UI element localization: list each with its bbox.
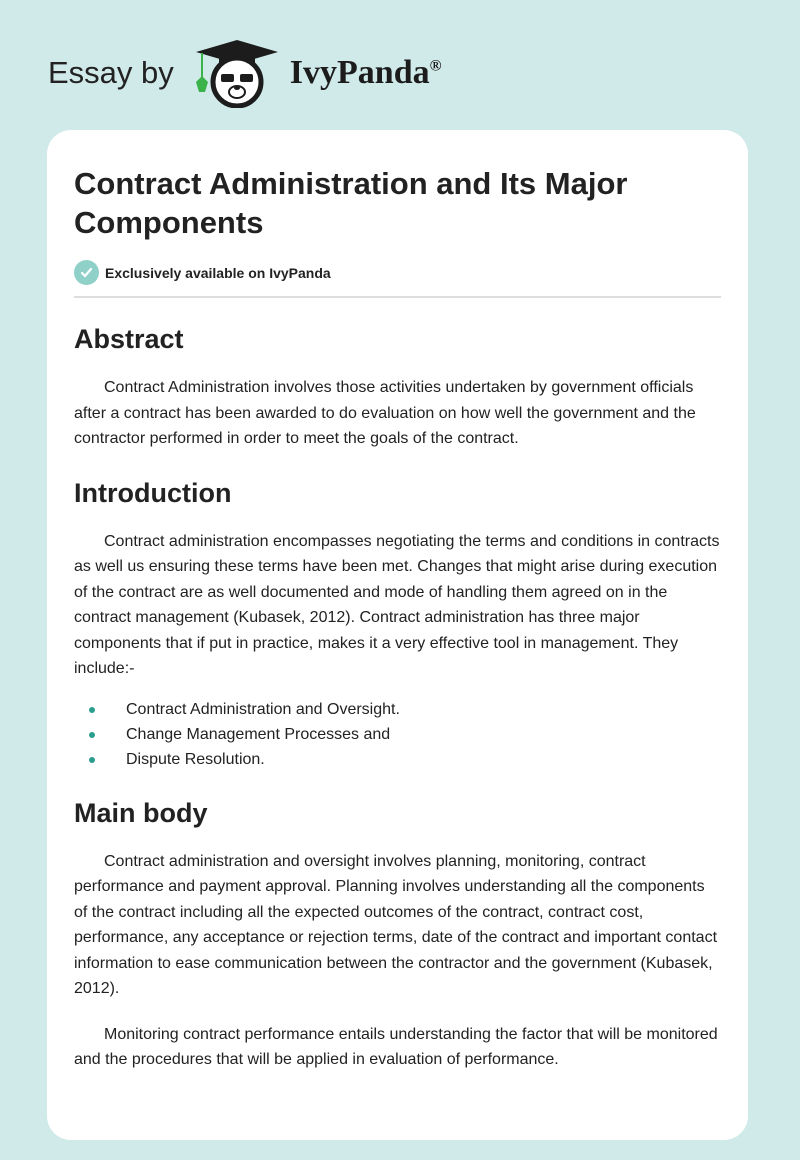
brand-text: IvyPanda	[289, 54, 430, 91]
paragraph: Contract administration and oversight involves planning, monitoring, contract performance and payment approval. Planning involves understanding all the components of the contract including all the expected outcomes of the contract, contract cost, performance, any acceptance or rejection terms, date of the contract and important contact information to ease communication between the contractor and the government (Kubasek, 2012).	[74, 852, 718, 997]
exclusive-badge	[74, 260, 721, 285]
registered-mark: ®	[429, 57, 442, 75]
paragraph: Contract Administration involves those activities undertaken by government officials after a contract has been awarded to do evaluation on how well the government and the contractor performed in order to meet the goals of the contract.	[74, 379, 696, 447]
page-title: Contract Administration and Its Major Components	[74, 166, 628, 240]
list-item: Change Management Processes and	[89, 722, 721, 747]
section-heading-abstract: Abstract	[74, 324, 184, 354]
essay-by-label: Essay by	[48, 55, 174, 90]
divider	[74, 296, 721, 298]
ivypanda-logo-icon[interactable]	[194, 38, 280, 108]
components-list	[74, 697, 721, 772]
paragraph: Monitoring contract performance entails understanding the factor that will be monitored and the procedures that will be applied in evaluation of performance.	[74, 1025, 718, 1068]
check-icon	[74, 260, 99, 285]
site-header	[48, 38, 442, 108]
list-item: Dispute Resolution.	[89, 747, 721, 772]
exclusive-text: Exclusively available on IvyPanda	[105, 264, 331, 281]
essay-card	[47, 130, 748, 1140]
section-heading-introduction: Introduction	[74, 477, 232, 508]
brand-name	[290, 54, 442, 92]
section-heading-main-body: Main body	[74, 797, 208, 828]
paragraph: Contract administration encompasses negotiating the terms and conditions in contracts as well us ensuring these terms have been met. Changes that might arise during execution of the contract are as well documented and mode of handling them agreed on in the contract management (Kubasek, 2012). Contract administration has three major components that if put in practice, makes it a very effective tool in management. They include:-	[74, 532, 720, 677]
list-item: Contract Administration and Oversight.	[89, 697, 721, 722]
